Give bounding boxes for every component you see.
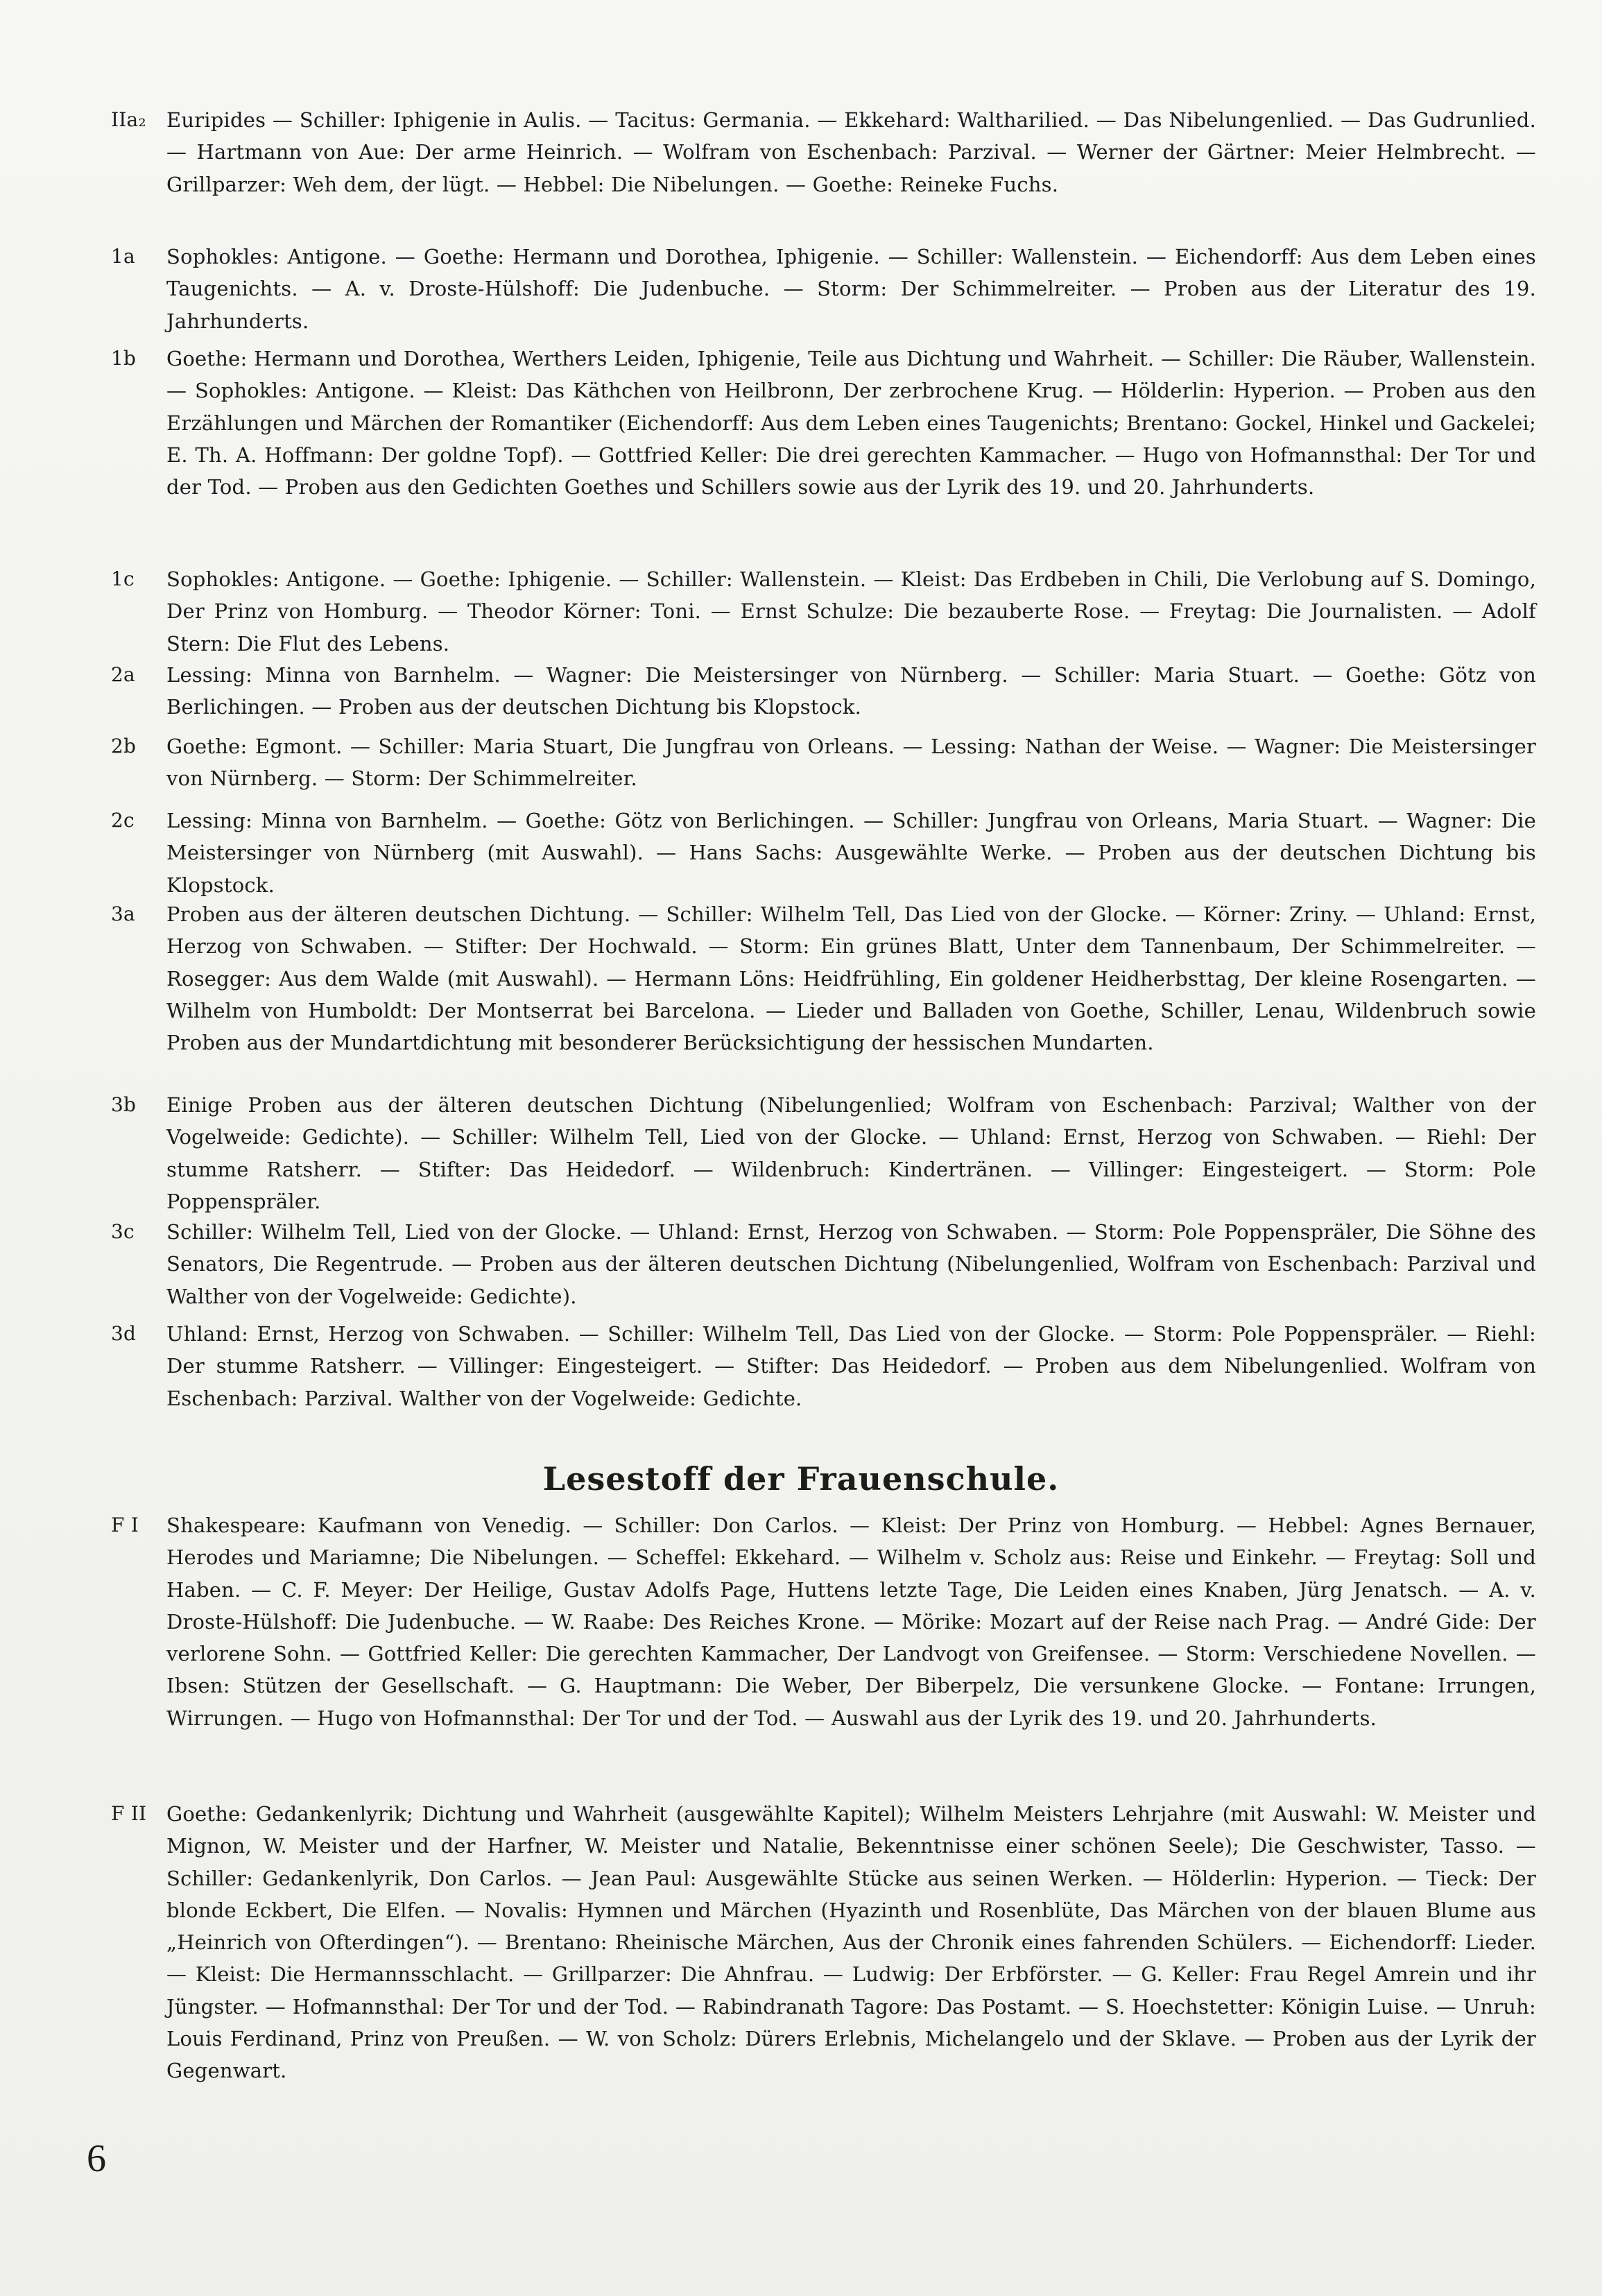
entry-text: Uhland: Ernst, Herzog von Schwaben. — Schiller: Wilhelm Tell, Das Lied von der Glocke. — Storm: Pole Poppenspräler. — Riehl: Der stumme Ratsherr. — Villinger: Eingesteigert. — Stifter: Das Heidedorf. — Proben aus dem Nibelungenlied. Wolfram von Eschenbach: Parzival. Walther von der Vogelweide: Gedichte. <box>166 1322 1536 1410</box>
list-entry <box>111 1798 1536 2087</box>
list-entry <box>111 898 1536 1059</box>
section-heading: Lesestoff der Frauenschule. <box>542 1460 1060 1498</box>
class-code: 1a <box>111 245 135 268</box>
class-code: F I <box>111 1514 139 1536</box>
list-entry <box>111 659 1536 723</box>
class-code: 1c <box>111 567 135 590</box>
class-code: 1b <box>111 347 137 370</box>
class-code: 3c <box>111 1220 135 1243</box>
list-entry <box>111 104 1536 200</box>
entry-text: Shakespeare: Kaufmann von Venedig. — Schiller: Don Carlos. — Kleist: Der Prinz von Homburg. — Hebbel: Agnes Bernauer, Herodes und Mariamne; Die Nibelungen. — Scheffel: Ekkehard. — Wilhelm v. Scholz aus: Reise und Einkehr. — Freytag: Soll und Haben. — C. F. Meyer: Der Heilige, Gustav Adolfs Page, Huttens letzte Tage, Die Leiden eines Knaben, Jürg Jenatsch. — A. v. Droste-Hülshoff: Die Judenbuche. — W. Raabe: Des Reiches Krone. — Mörike: Mozart auf der Reise nach Prag. — André Gide: Der verlorene Sohn. — Gottfried Keller: Die gerechten Kammacher, Der Landvogt von Greifensee. — Storm: Verschiedene Novellen. — Ibsen: Stützen der Gesellschaft. — G. Hauptmann: Die Weber, Der Biberpelz, Die versunkene Glocke. — Fontane: Irrungen, Wirrungen. — Hugo von Hofmannsthal: Der Tor und der Tod. — Auswahl aus der Lyrik des 19. und 20. Jahrhunderts. <box>166 1514 1536 1730</box>
class-code: 3d <box>111 1322 137 1345</box>
list-entry <box>111 1216 1536 1312</box>
list-entry <box>111 1089 1536 1217</box>
entry-text: Lessing: Minna von Barnhelm. — Goethe: Götz von Berlichingen. — Schiller: Jungfrau von Orleans, Maria Stuart. — Wagner: Die Meistersinger von Nürnberg (mit Auswahl). — Hans Sachs: Ausgewählte Werke. — Proben aus der deutschen Dichtung bis Klopstock. <box>166 809 1536 897</box>
class-code: F II <box>111 1802 147 1825</box>
entry-text: Goethe: Egmont. — Schiller: Maria Stuart, Die Jungfrau von Orleans. — Lessing: Nathan der Weise. — Wagner: Die Meistersinger von Nürnberg. — Storm: Der Schimmelreiter. <box>166 735 1536 791</box>
entry-text: Goethe: Gedankenlyrik; Dichtung und Wahrheit (ausgewählte Kapitel); Wilhelm Meisters Lehrjahre (mit Auswahl: W. Meister und Mignon, W. Meister und der Harfner, W. Meister und Natalie, Bekenntnisse einer schönen Seele); Die Geschwister, Tasso. — Schiller: Gedankenlyrik, Don Carlos. — Jean Paul: Ausgewählte Stücke aus seinen Werken. — Hölderlin: Hyperion. — Tieck: Der blonde Eckbert, Die Elfen. — Novalis: Hymnen und Märchen (Hyazinth und Rosenblüte, Das Märchen von der blauen Blume aus „Heinrich von Ofterdingen“). — Brentano: Rheinische Märchen, Aus der Chronik eines fahrenden Schülers. — Eichendorff: Lieder. — Kleist: Die Hermannsschlacht. — Grillparzer: Die Ahnfrau. — Ludwig: Der Erbförster. — G. Keller: Frau Regel Amrein und ihr Jüngster. — Hofmannsthal: Der Tor und der Tod. — Rabindranath Tagore: Das Postamt. — S. Hoechstetter: Königin Luise. — Unruh: Louis Ferdinand, Prinz von Preußen. — W. von Scholz: Dürers Erlebnis, Michelangelo und der Sklave. — Proben aus der Lyrik der Gegenwart. <box>166 1802 1536 2083</box>
class-code: IIa₂ <box>111 108 146 131</box>
class-code: 2b <box>111 735 137 757</box>
entry-text: Euripides — Schiller: Iphigenie in Aulis. — Tacitus: Germania. — Ekkehard: Waltharilied. — Das Nibelungenlied. — Das Gudrunlied. — Hartmann von Aue: Der arme Heinrich. — Wolfram von Eschenbach: Parzival. — Werner der Gärtner: Meier Helmbrecht. — Grillparzer: Weh dem, der lügt. — Hebbel: Die Nibelungen. — Goethe: Reineke Fuchs. <box>166 108 1536 196</box>
class-code: 2a <box>111 663 135 686</box>
list-entry <box>111 343 1536 503</box>
list-entry <box>111 730 1536 795</box>
entry-text: Goethe: Hermann und Dorothea, Werthers Leiden, Iphigenie, Teile aus Dichtung und Wahrheit. — Schiller: Die Räuber, Wallenstein. — Sophokles: Antigone. — Kleist: Das Käthchen von Heilbronn, Der zerbrochene Krug. — Hölderlin: Hyperion. — Proben aus den Erzählungen und Märchen der Romantiker (Eichendorff: Aus dem Leben eines Taugenichts; Brentano: Gockel, Hinkel und Gackelei; E. Th. A. Hoffmann: Der goldne Topf). — Gottfried Keller: Die drei gerechten Kammacher. — Hugo von Hofmannsthal: Der Tor und der Tod. — Proben aus den Gedichten Goethes und Schillers sowie aus der Lyrik des 19. und 20. Jahrhunderts. <box>166 347 1536 499</box>
list-entry <box>111 563 1536 660</box>
list-entry <box>111 241 1536 337</box>
class-code: 2c <box>111 809 135 832</box>
entry-text: Einige Proben aus der älteren deutschen Dichtung (Nibelungenlied; Wolfram von Eschenbach: Parzival; Walther von der Vogelweide: Gedichte). — Schiller: Wilhelm Tell, Lied von der Glocke. — Uhland: Ernst, Herzog von Schwaben. — Riehl: Der stumme Ratsherr. — Stifter: Das Heidedorf. — Wildenbruch: Kindertränen. — Villinger: Eingesteigert. — Storm: Pole Poppenspräler. <box>166 1093 1536 1213</box>
class-code: 3b <box>111 1093 137 1116</box>
entry-text: Schiller: Wilhelm Tell, Lied von der Glocke. — Uhland: Ernst, Herzog von Schwaben. — Storm: Pole Poppenspräler, Die Söhne des Senators, Die Regentrude. — Proben aus der älteren deutschen Dichtung (Nibelungenlied, Wolfram von Eschenbach: Parzival und Walther von der Vogelweide: Gedichte). <box>166 1220 1536 1308</box>
list-entry <box>111 1318 1536 1414</box>
page-number: 6 <box>87 2137 106 2180</box>
entry-text: Sophokles: Antigone. — Goethe: Iphigenie. — Schiller: Wallenstein. — Kleist: Das Erdbeben in Chili, Die Verlobung auf S. Domingo, Der Prinz von Homburg. — Theodor Körner: Toni. — Ernst Schulze: Die bezauberte Rose. — Freytag: Die Journalisten. — Adolf Stern: Die Flut des Lebens. <box>166 567 1536 656</box>
class-code: 3a <box>111 902 135 925</box>
entry-text: Proben aus der älteren deutschen Dichtung. — Schiller: Wilhelm Tell, Das Lied von der Glocke. — Körner: Zriny. — Uhland: Ernst, Herzog von Schwaben. — Stifter: Der Hochwald. — Storm: Ein grünes Blatt, Unter dem Tannenbaum, Der Schimmelreiter. — Rosegger: Aus dem Walde (mit Auswahl). — Hermann Löns: Heidfrühling, Ein goldener Heidherbsttag, Der kleine Rosengarten. — Wilhelm von Humboldt: Der Montserrat bei Barcelona. — Lieder und Balladen von Goethe, Schiller, Lenau, Wildenbruch sowie Proben aus der Mundartdichtung mit besonderer Berücksichtigung der hessischen Mundarten. <box>166 902 1536 1055</box>
list-entry <box>111 805 1536 901</box>
list-entry <box>111 1509 1536 1734</box>
entry-text: Sophokles: Antigone. — Goethe: Hermann und Dorothea, Iphigenie. — Schiller: Wallenstein. — Eichendorff: Aus dem Leben eines Taugenichts. — A. v. Droste-Hülshoff: Die Judenbuche. — Storm: Der Schimmelreiter. — Proben aus der Literatur des 19. Jahrhunderts. <box>166 245 1536 333</box>
entry-text: Lessing: Minna von Barnhelm. — Wagner: Die Meistersinger von Nürnberg. — Schiller: Maria Stuart. — Goethe: Götz von Berlichingen. — Proben aus der deutschen Dichtung bis Klopstock. <box>166 663 1536 719</box>
